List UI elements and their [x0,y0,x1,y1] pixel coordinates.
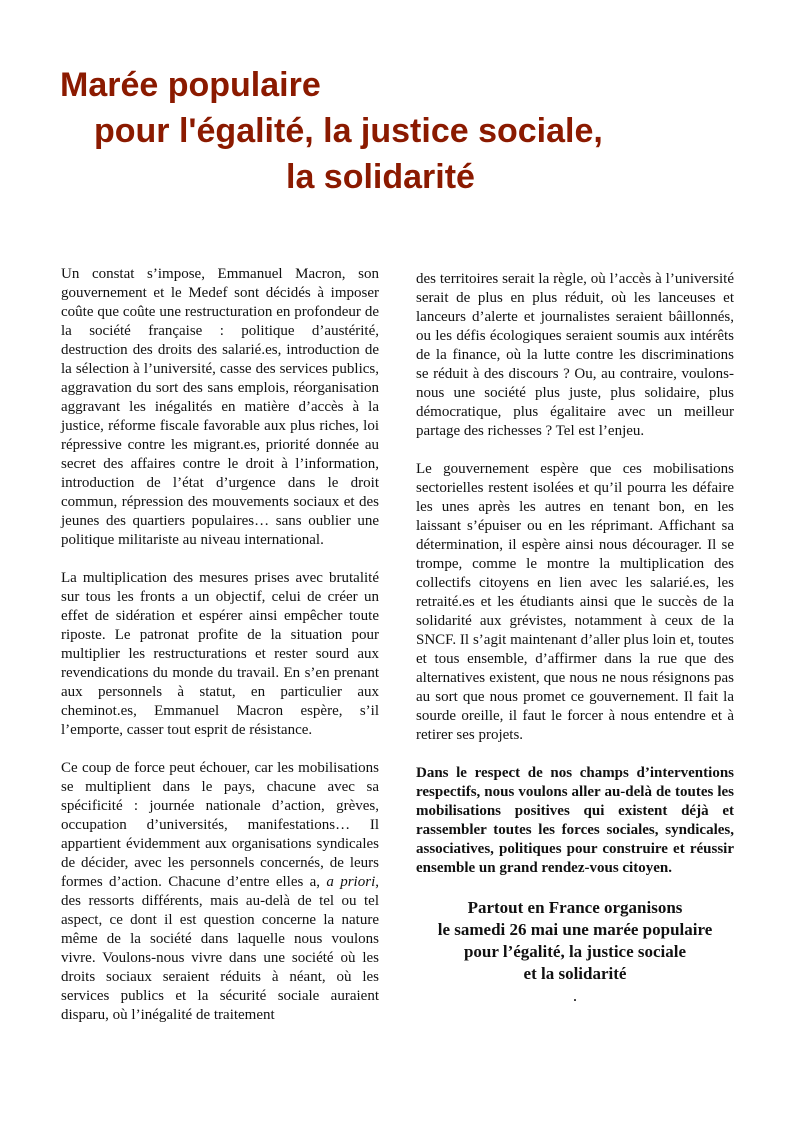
right-column [416,270,734,1007]
page-title [60,62,760,200]
paragraph-gouvernement: Le gouvernement espère que ces mobilisations sectorielles restent isolées et qu’il pourra les défaire les unes après les autres en tenant bon, en les laissant s’épuiser ou en les réprimant. Affichant sa détermination, il espère ainsi nous décourager. Il se trompe, comme le montre la multiplication des collectifs citoyens en lien avec les salarié.es, les retraité.es et les étudiants ainsi que le succès de la solidarité aux grévistes, notamment à ceux de la SNCF. Il s’agit maintenant d’aller plus loin et, toutes et tous ensemble, d’affirmer dans la rue que des alternatives existent, que nous ne nous résignons pas au sort que nous promet ce gouvernement. Il fait la sourde oreille, il faut le forcer à nous entendre et à retirer ses projets. [416,461,734,743]
paragraph-coup-de-force-start: Ce coup de force peut échouer, car les mobilisations se multiplient dans le pays, chacune avec sa spécificité : journée nationale d’action, grèves, occupation d’universités, manifestations… Il appartient évidemment aux organisations syndicales de décider, avec les personnels concernés, de leurs formes d’action. Chacune d’entre elles a, [61,760,379,890]
left-column [61,265,379,1044]
closing-line-1: Partout en France organisons [467,898,683,917]
closing-call [416,897,734,1007]
closing-line-4 [416,963,734,1007]
paragraph-appel: Dans le respect de nos champs d’interventions respectifs, nous voulons aller au-delà de toutes les mobilisations positives qui existent déjà et rassembler toutes les forces sociales, syndicales, associatives, politiques pour construire et réussir ensemble un grand rendez-vous citoyen. [416,765,734,876]
paragraph-territoires: des territoires serait la règle, où l’accès à l’université serait de plus en plus réduit, où les lanceuses et lanceurs d’alerte et journalistes seraient bâillonnés, ou les défis écologiques seraient soumis aux intérêts de la finance, où la lutte contre les discriminations se réduit à des discours ? Ou, au contraire, voulons-nous une société plus juste, plus solidaire, plus démocratique, plus égalitaire avec un meilleur partage des richesses ? Tel est l’enjeu. [416,271,734,439]
italic-a-priori: a priori [326,874,376,890]
title-line-3: la solidarité [286,158,475,196]
paragraph-coup-de-force [61,759,379,1025]
closing-period: . [572,986,578,1005]
title-line-2: pour l'égalité, la justice sociale, [94,112,603,150]
title-line-1: Marée populaire [60,66,321,104]
closing-line-2: le samedi 26 mai une marée populaire [437,920,713,939]
paragraph-coup-de-force-end: , des ressorts différents, mais au-delà de tel ou tel aspect, ce dont il est question concerne la nature même de la société dans laquelle nous voulons vivre. Voulons-nous vivre dans une société où les droits sociaux seraient réduits à néant, où les services publics et la sécurité sociale auraient disparu, où l’inégalité de traitement [61,874,379,1023]
paragraph-constat: Un constat s’impose, Emmanuel Macron, son gouvernement et le Medef sont décidés à imposer coûte que coûte une restructuration en profondeur de la société française : politique d’austérité, destruction des droits des salarié.es, introduction de la sélection à l’université, casse des services publics, aggravation du sort des sans emplois, réorganisation aggravant les inégalités en matière d’accès à la justice, réforme fiscale favorable aux plus riches, loi répressive contre les migrant.es, priorité donnée au secret des affaires contre le droit à l’information, introduction de l’état d’urgence dans le droit commun, répression des mouvements sociaux et des jeunes des quartiers populaires… sans oublier une politique militariste au niveau international. [61,266,379,548]
closing-line-4-text: et la solidarité [523,964,627,983]
paragraph-mesures: La multiplication des mesures prises avec brutalité sur tous les fronts a un objectif, celui de créer un effet de sidération et espérer ainsi empêcher toute riposte. Le patronat profite de la situation pour multiplier les restructurations et rester sourd aux revendications du monde du travail. En s’en prenant aux personnels à statut, en particulier aux cheminot.es, Emmanuel Macron espère, s’il l’emporte, casser tout esprit de résistance. [61,570,379,738]
closing-line-3: pour l’égalité, la justice sociale [463,942,687,961]
